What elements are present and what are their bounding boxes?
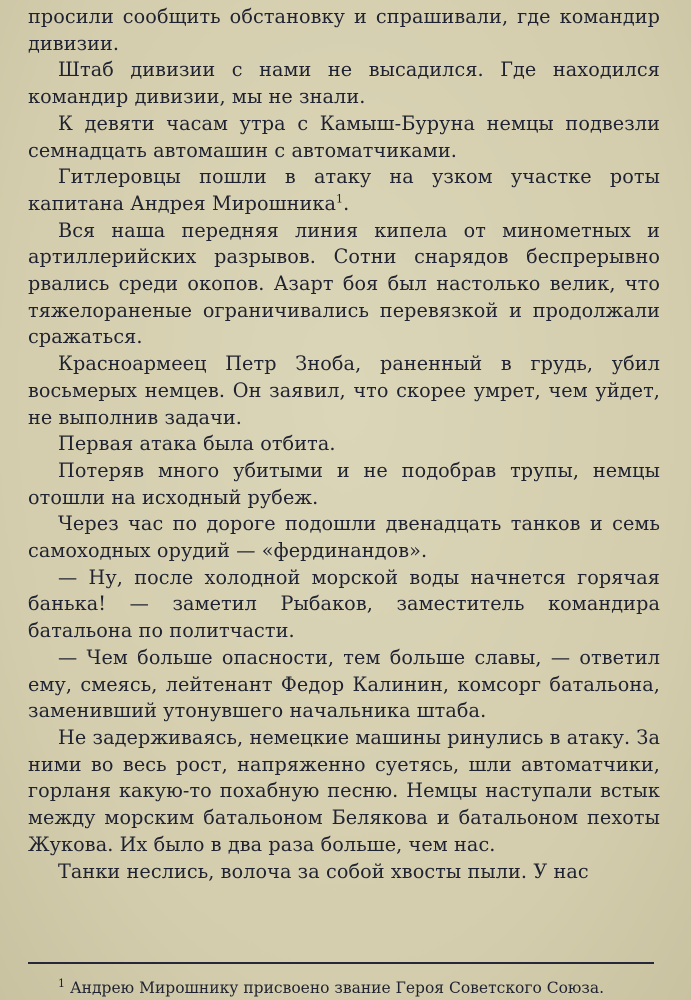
paragraph-dialogue: — Ну, после холодной морской воды начнется горячая банька! — заметил Рыбаков, заместитель командира батальона по политчасти.: [28, 565, 660, 643]
paragraph-text: Гитлеровцы пошли в атаку на узком участке роты капитана Андрея Мирошника: [28, 165, 660, 215]
paragraph: Не задерживаясь, немецкие машины ринулись в атаку. За ними во весь рост, напряженно суетясь, шли автоматчики, горланя какую-то похабную песню. Немцы наступали встык между морским батальоном Белякова и батальоном пехоты Жукова. Их было в два раза больше, чем нас.: [28, 725, 660, 856]
paragraph: Через час по дороге подошли двенадцать танков и семь самоходных орудий — «фердинандов».: [28, 512, 660, 563]
footnote: [28, 978, 660, 998]
paragraph: Красноармеец Петр Зноба, раненный в грудь, убил восьмерых немцев. Он заявил, что скорее умрет, чем уйдет, не выполнив задачи.: [28, 352, 660, 429]
paragraph-end-punctuation: .: [343, 191, 350, 215]
paragraph: К девяти часам утра с Камыш-Буруна немцы подвезли семнадцать автомашин с автоматчиками.: [28, 111, 660, 162]
paragraph: Первая атака была отбита.: [58, 432, 336, 456]
paragraph-dialogue: — Чем больше опасности, тем больше славы, — ответил ему, смеясь, лейтенант Федор Калинин, комсорг батальона, заменивший утонувшего начальника штаба.: [28, 645, 660, 723]
footnote-marker: 1: [58, 976, 65, 990]
paragraph: Штаб дивизии с нами не высадился. Где находился командир дивизии, мы не знали.: [28, 58, 660, 109]
paragraph-last: Танки неслись, волоча за собой хвосты пыли. У нас: [58, 859, 589, 883]
paragraph: Вся наша передняя линия кипела от минометных и артиллерийских разрывов. Сотни снарядов беспрерывно рвались среди окопов. Азарт боя был настолько велик, что тяжелораненые ограничивались перевязкой и продолжали сражаться.: [28, 218, 660, 349]
footnote-text: Андрею Мирошнику присвоено звание Героя Советского Союза.: [69, 979, 605, 997]
footnote-reference: 1: [335, 192, 344, 206]
paragraph-with-footnote: [28, 164, 660, 217]
paragraph-continuation: просили сообщить обстановку и спрашивали, где командир дивизии.: [28, 5, 660, 55]
footnote-divider: [28, 962, 654, 964]
paragraph: Потеряв много убитыми и не подобрав трупы, немцы отошли на исходный рубеж.: [28, 458, 660, 509]
